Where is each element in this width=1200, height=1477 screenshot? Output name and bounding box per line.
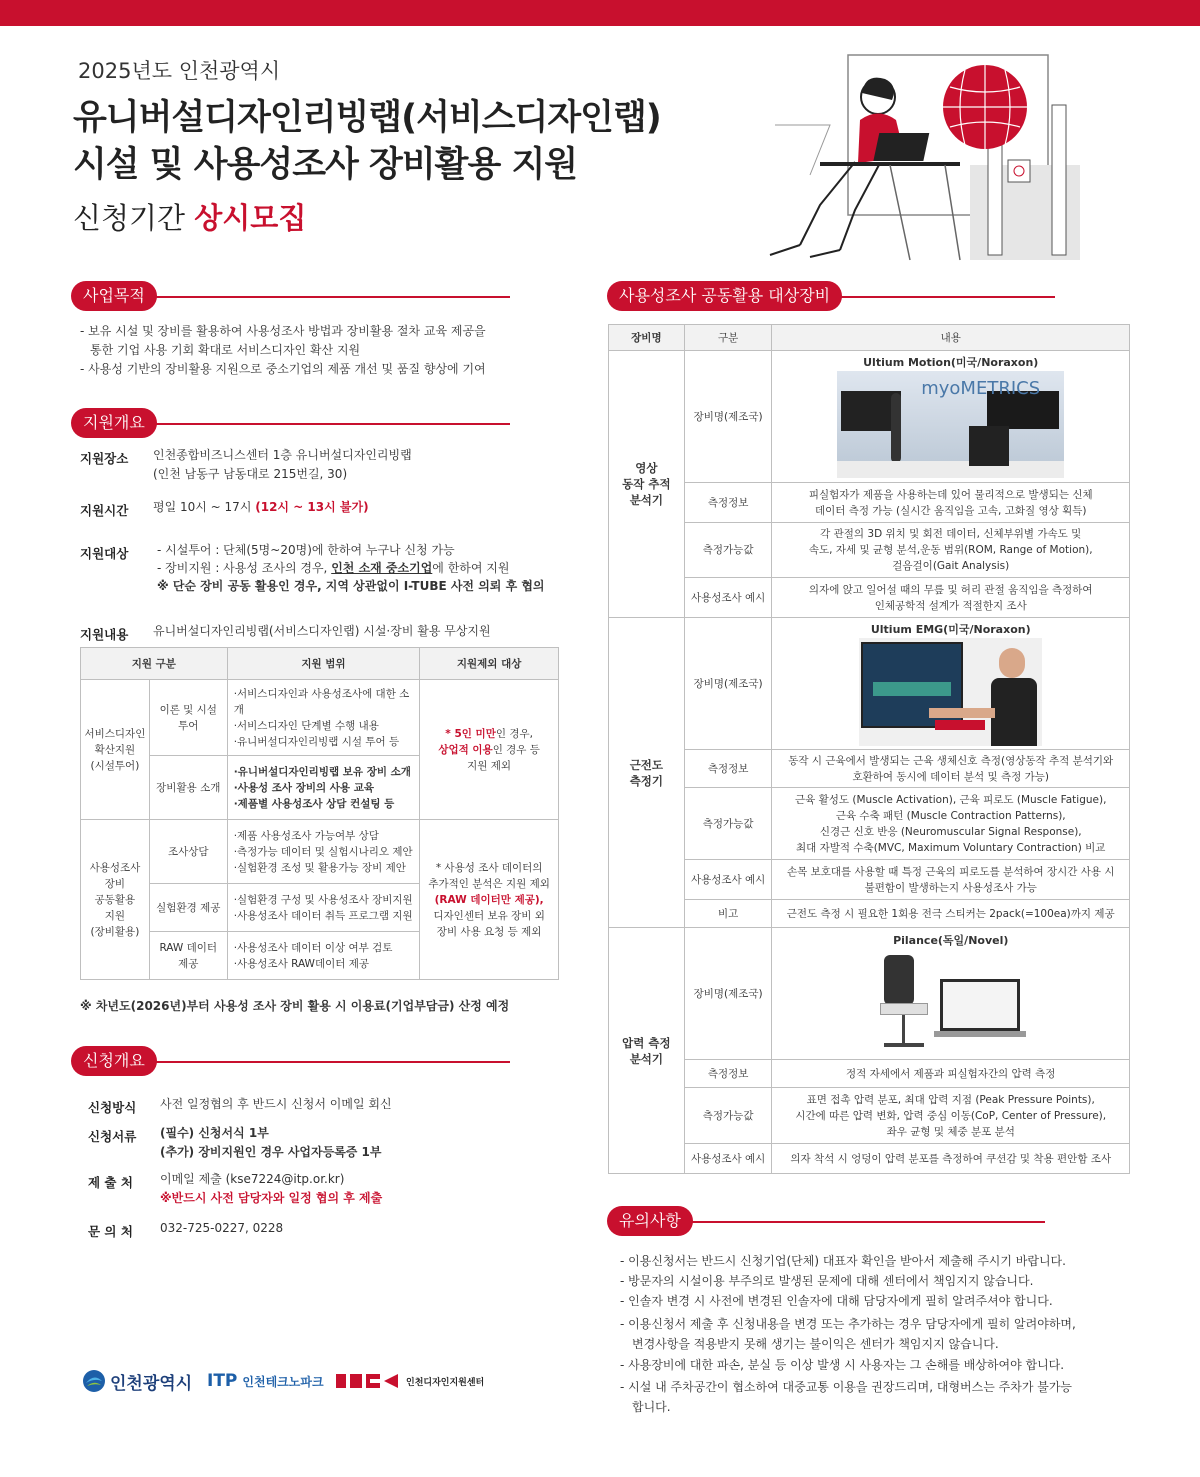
equipment-motion-model-cell (772, 351, 1130, 483)
subject-body (991, 678, 1037, 746)
support-header-category: 지원 구분 (81, 648, 228, 680)
group-facility-tour: 서비스디자인 확산지원 (시설투어) (81, 680, 150, 820)
method-label: 신청방식 (88, 1100, 137, 1115)
emg-signal (873, 682, 951, 696)
caution-line: 변경사항을 적용받지 못해 생기는 불이익은 센터가 책임지지 않습니다. (632, 1337, 999, 1351)
target-line-1: - 시설투어 : 단체(5명~20명)에 한하여 누구나 신청 가능 (157, 543, 455, 557)
equipment-motion-values: 각 관절의 3D 위치 및 회전 데이터, 신체부위별 가속도 및 속도, 자세 및 균형 분석,운동 범위(ROM, Range of Motion), 걸음걸이(Gait Analysis) (772, 523, 1130, 578)
time-exception: (12시 ~ 13시 불가) (255, 500, 369, 514)
chair-back (884, 955, 914, 1005)
row-experiment-env: 실험환경 제공 (149, 884, 227, 932)
equipment-motion-model: Ultium Motion(미국/Noraxon) (863, 356, 1039, 369)
exclusion-text: 디자인센터 보유 장비 외 (433, 909, 545, 922)
pressure-mat (880, 1003, 928, 1015)
equipment-emg-name: 근전도 측정기 (609, 618, 685, 928)
section-divider (830, 296, 1055, 298)
section-equipment-title: 사용성조사 공동활용 대상장비 (607, 281, 842, 311)
caution-line: - 방문자의 시설이용 부주의로 발생된 문제에 대해 센터에서 책임지지 않습니다. (620, 1274, 1034, 1288)
docs-additional: (추가) 장비지원인 경우 사업자등록증 1부 (160, 1145, 382, 1159)
caution-line: - 시설 내 주차공간이 협소하여 대중교통 이용을 권장드리며, 대형버스는 주차가 불가능 (620, 1380, 1073, 1394)
support-header-scope: 지원 범위 (227, 648, 420, 680)
equipment-motion-info: 피실험자가 제품을 사용하는데 있어 물리적으로 발생되는 신체 데이터 측정 가능 (실시간 움직임을 고속, 고화질 영상 획득) (772, 483, 1130, 523)
period-label: 신청기간 (73, 201, 186, 235)
time-value (153, 498, 369, 517)
emg-photo (859, 638, 1042, 746)
laptop-display (943, 982, 1017, 1028)
row-theory-tour-scope: ·서비스디자인과 사용성조사에 대한 소개 ·서비스디자인 단계별 수행 내용 ·유니버설디자인리빙랩 시설 투어 등 (227, 680, 420, 756)
exclusion-text: 장비 사용 요청 등 제외 (436, 925, 542, 938)
exclusion-text: 인 경우 등 (492, 743, 540, 756)
exclusion-text: 인 경우, (495, 727, 533, 740)
row-label: 사용성조사 예시 (684, 578, 772, 618)
top-accent-bar (0, 0, 1200, 26)
group-equipment-exclusion (420, 820, 559, 980)
logo-incheon (82, 1366, 192, 1396)
support-fee-note: ※ 차년도(2026년)부터 사용성 조사 장비 활용 시 이용료(기업부담금) 산정 예정 (80, 999, 510, 1013)
content-value: 유니버설디자인리빙랩(서비스디자인랩) 시설·장비 활용 무상지원 (153, 624, 491, 638)
caution-line: - 이용신청서 제출 후 신청내용을 변경 또는 추가하는 경우 담당자에게 필히 알려야하며, (620, 1317, 1076, 1331)
group-facility-exclusion (420, 680, 559, 820)
laptop-screen (940, 979, 1020, 1031)
time-text: 평일 10시 ~ 17시 (153, 500, 252, 514)
chair-base (884, 1043, 924, 1047)
row-label: 측정정보 (684, 750, 772, 788)
row-label: 장비명(제조국) (684, 928, 772, 1060)
exclusion-raw-only: (RAW 데이터만 제공), (434, 893, 544, 906)
header-title-line2: 시설 및 사용성조사 장비활용 지원 (73, 145, 578, 185)
row-label: 측정정보 (684, 483, 772, 523)
equipment-emg-values: 근육 활성도 (Muscle Activation), 근육 피로도 (Muscle Fatigue), 근육 수축 패턴 (Muscle Contraction Patterns), 신경근 신호 반응 (Neuromuscular Signal Response), 최대 자발적 수축(MVC, Maximum Voluntary Contraction) 비교 (772, 788, 1130, 860)
exclusion-text: 추가적인 분석은 지원 제외 (428, 877, 550, 890)
row-label: 측정정보 (684, 1060, 772, 1088)
researcher-illustration (760, 45, 1100, 265)
subject-figure (891, 393, 901, 463)
logo-idsc (336, 1366, 484, 1396)
place-value-1: 인천종합비즈니스센터 1층 유니버설디자인리빙랩 (153, 448, 412, 462)
row-consulting: 조사상담 (149, 820, 227, 884)
target-label: 지원대상 (80, 546, 129, 561)
row-label: 사용성조사 예시 (684, 860, 772, 900)
section-divider (688, 1221, 1045, 1223)
equipment-pressure-values: 표면 접촉 압력 분포, 최대 압력 지점 (Peak Pressure Points), 시간에 따른 압력 변화, 압력 중심 이동(CoP, Center of Pressure), 좌우 균형 및 체중 분포 분석 (772, 1088, 1130, 1144)
contact-label: 문 의 처 (88, 1224, 133, 1239)
row-experiment-env-scope: ·실험환경 구성 및 사용성조사 장비지원 ·사용성조사 데이터 취득 프로그램 지원 (227, 884, 420, 932)
caution-line: - 사용장비에 대한 파손, 분실 등 이상 발생 시 사용자는 그 손해를 배상하여야 합니다. (620, 1358, 1065, 1372)
equipment-table (608, 324, 1130, 1174)
treadmill-floor (837, 461, 1064, 478)
equipment-rack (969, 426, 1009, 466)
section-purpose-title: 사업목적 (71, 281, 157, 311)
section-divider (148, 423, 510, 425)
section-divider (148, 1061, 510, 1063)
idsc-mark-icon (336, 1373, 398, 1389)
equipment-pressure-model-cell (772, 928, 1130, 1060)
equipment-motion-example: 의자에 앉고 일어설 때의 무릎 및 허리 관절 움직임을 측정하여 인체공학적 설계가 적절한지 조사 (772, 578, 1130, 618)
target-line-2-start: - 장비지원 : 사용성 조사의 경우, (157, 561, 328, 575)
equipment-pressure-model: Pilance(독일/Novel) (893, 934, 1009, 947)
target-line-2-end: 에 한하여 지원 (432, 561, 510, 575)
equipment-emg-model: Ultium EMG(미국/Noraxon) (870, 622, 1031, 636)
row-label: 사용성조사 예시 (684, 1144, 772, 1174)
time-label: 지원시간 (80, 503, 129, 518)
section-apply-title: 신청개요 (71, 1046, 157, 1076)
section-overview-title: 지원개요 (71, 408, 157, 438)
row-raw-data-scope: ·사용성조사 데이터 이상 여부 검토 ·사용성조사 RAW데이터 제공 (227, 932, 420, 980)
header-title-line1: 유니버설디자인리빙랩(서비스디자인랩) (73, 98, 661, 138)
caution-line: 합니다. (632, 1400, 671, 1414)
caution-line: - 인솔자 변경 시 사전에 변경된 인솔자에 대해 담당자에게 필히 알려주셔야 합니다. (620, 1294, 1053, 1308)
logo-itp-mark: ITP (207, 1371, 238, 1391)
row-consulting-scope: ·제품 사용성조사 가능여부 상담 ·측정가능 데이터 및 실험시나리오 제안 ·실험환경 조성 및 활용가능 장비 제안 (227, 820, 420, 884)
equipment-emg-remark: 근전도 측정 시 필요한 1회용 전극 스티커는 2pack(=100ea)까지 제공 (772, 900, 1130, 928)
laptop-base (934, 1031, 1026, 1037)
row-label: 비고 (684, 900, 772, 928)
submit-label: 제 출 처 (88, 1175, 133, 1190)
section-divider (148, 296, 510, 298)
logo-incheon-text: 인천광역시 (110, 1373, 193, 1394)
logo-itp (207, 1366, 324, 1396)
equipment-motion-name: 영상 동작 추적 분석기 (609, 351, 685, 618)
exclusion-text: 지원 제외 (467, 759, 512, 772)
purpose-line-1: - 보유 시설 및 장비를 활용하여 사용성조사 방법과 장비활용 절차 교육 제공을 (80, 324, 486, 338)
row-label: 장비명(제조국) (684, 351, 772, 483)
equipment-pressure-name: 압력 측정 분석기 (609, 928, 685, 1174)
header-year: 2025년도 인천광역시 (78, 59, 281, 83)
chair-stem (902, 1015, 905, 1043)
place-value-2: (인천 남동구 남동대로 215번길, 30) (153, 467, 348, 481)
target-line-2 (157, 559, 509, 578)
row-label: 측정가능값 (684, 788, 772, 860)
logo-idsc-text: 인천디자인지원센터 (406, 1377, 485, 1388)
row-equipment-intro: 장비활용 소개 (149, 756, 227, 820)
resistance-band (935, 720, 985, 730)
target-note: ※ 단순 장비 공동 활용인 경우, 지역 상관없이 I-TUBE 사전 의뢰 후 협의 (157, 579, 545, 593)
subject-head (999, 648, 1025, 678)
equipment-header-name: 장비명 (609, 325, 685, 351)
support-header-exclusion: 지원제외 대상 (420, 648, 559, 680)
caution-line: - 이용신청서는 반드시 신청기업(단체) 대표자 확인을 받아서 제출해 주시기 바랍니다. (620, 1254, 1066, 1268)
equipment-pressure-example: 의자 착석 시 엉덩이 압력 분포를 측정하여 쿠션감 및 착용 편안함 조사 (772, 1144, 1130, 1174)
row-label: 장비명(제조국) (684, 618, 772, 750)
place-label: 지원장소 (80, 451, 129, 466)
row-raw-data: RAW 데이터 제공 (149, 932, 227, 980)
equipment-pressure-info: 정적 자세에서 제품과 피실험자간의 압력 측정 (772, 1060, 1130, 1088)
exclusion-commercial: 상업적 이용 (438, 743, 493, 756)
exclusion-under5: * 5인 미만 (445, 727, 496, 740)
row-equipment-intro-scope: ·유니버설디자인리빙랩 보유 장비 소개 ·사용성 조사 장비의 사용 교육 ·제품별 사용성조사 상담 컨설팅 등 (227, 756, 420, 820)
group-equipment-use: 사용성조사 장비 공동활용 지원 (장비활용) (81, 820, 150, 980)
period-value: 상시모집 (194, 201, 307, 235)
myometrics-sign: myoMETRICS (921, 378, 1041, 399)
equipment-emg-model-cell (772, 618, 1130, 750)
pressure-photo (876, 949, 1026, 1054)
purpose-line-2: 통한 기업 사용 기회 확대로 서비스디자인 확산 지원 (90, 343, 361, 357)
purpose-line-3: - 사용성 기반의 장비활용 지원으로 중소기업의 제품 개선 및 품질 향상에 기여 (80, 362, 486, 376)
submit-note: ※반드시 사전 담당자와 일정 협의 후 제출 (160, 1191, 383, 1205)
row-theory-tour: 이론 및 시설 투어 (149, 680, 227, 756)
docs-label: 신청서류 (88, 1129, 137, 1144)
section-cautions-title: 유의사항 (607, 1206, 693, 1236)
motion-lab-photo (837, 371, 1064, 478)
application-period (73, 196, 306, 237)
support-table (80, 647, 559, 980)
contact-phone: 032-725-0227, 0228 (160, 1221, 284, 1235)
equipment-emg-example: 손목 보호대를 사용할 때 특정 근육의 피로도를 분석하여 장시간 사용 시 불편함이 발생하는지 사용성조사 가능 (772, 860, 1130, 900)
submit-email[interactable]: 이메일 제출 (kse7224@itp.or.kr) (160, 1172, 345, 1186)
target-local-sme: 인천 소재 중소기업 (331, 561, 433, 575)
docs-required: (필수) 신청서식 1부 (160, 1126, 269, 1140)
method-value: 사전 일정협의 후 반드시 신청서 이메일 회신 (160, 1097, 392, 1111)
equipment-header-category: 구분 (684, 325, 772, 351)
row-label: 측정가능값 (684, 523, 772, 578)
logo-itp-text: 인천테크노파크 (242, 1374, 324, 1389)
equipment-emg-info: 동작 시 근육에서 발생되는 근육 생체신호 측정(영상동작 추적 분석기와 호환하여 동시에 데이터 분석 및 측정 가능) (772, 750, 1130, 788)
exclusion-text: * 사용성 조사 데이터의 (435, 861, 543, 874)
equipment-header-content: 내용 (772, 325, 1130, 351)
row-label: 측정가능값 (684, 1088, 772, 1144)
subject-arm (929, 708, 995, 718)
incheon-emblem-icon (82, 1369, 106, 1393)
content-label: 지원내용 (80, 627, 129, 642)
